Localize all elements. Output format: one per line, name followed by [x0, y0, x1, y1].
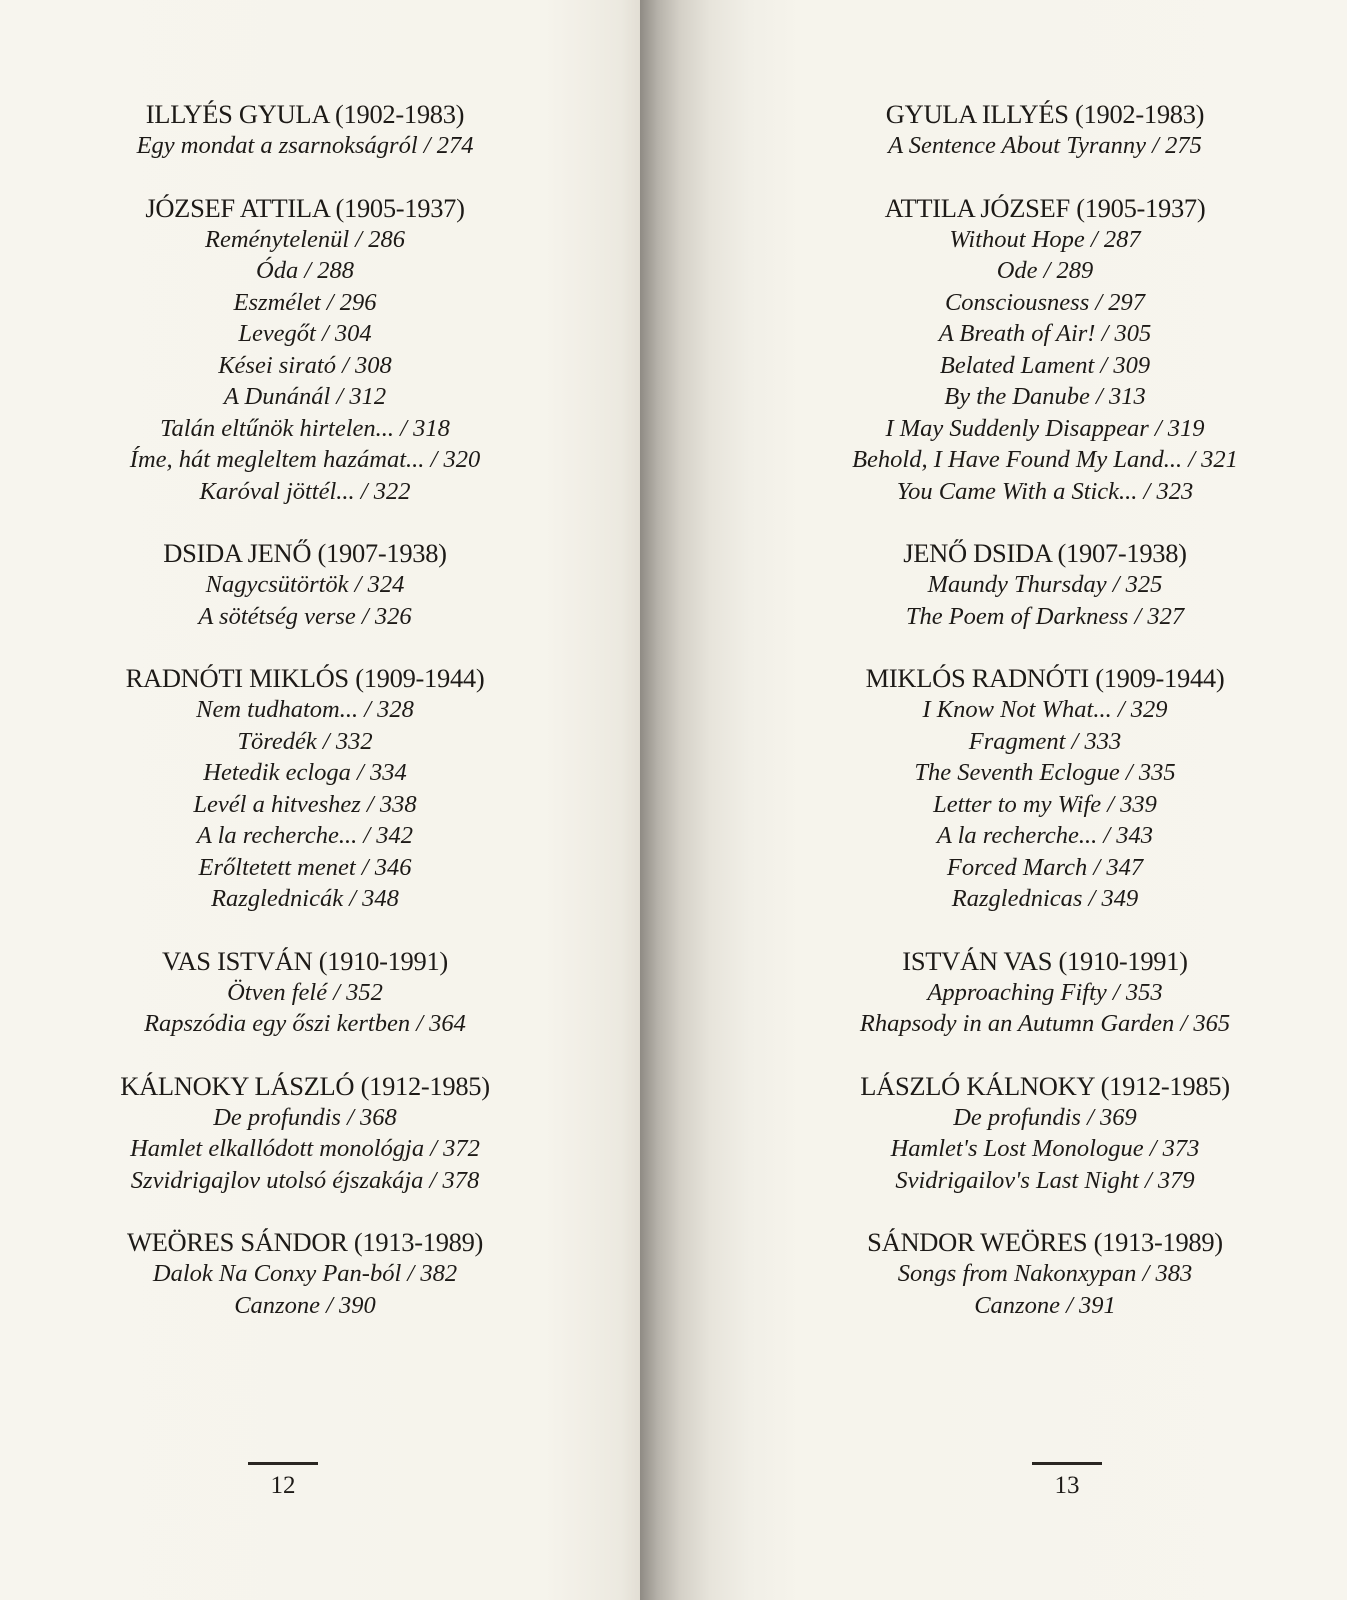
toc-section — [40, 945, 570, 1040]
author-heading: VAS ISTVÁN (1910-1991) — [162, 945, 448, 976]
left-page — [0, 0, 640, 1600]
work-entry: Forced March / 347 — [946, 853, 1144, 881]
work-entry: Rapszódia egy őszi kertben / 364 — [144, 1010, 466, 1037]
work-entry: Approaching Fifty / 353 — [927, 978, 1163, 1006]
author-heading: KÁLNOKY LÁSZLÓ (1912-1985) — [120, 1070, 490, 1101]
author-heading: ILLYÉS GYULA (1902-1983) — [145, 99, 465, 129]
toc-section — [40, 662, 570, 915]
work-entry: Belated Lament / 309 — [939, 351, 1151, 379]
work-entry: Consciousness / 297 — [944, 288, 1146, 316]
author-heading: DSIDA JENŐ (1907-1938) — [163, 538, 447, 568]
work-entry: Nagycsütörtök / 324 — [205, 571, 405, 598]
work-entry: Svidrigailov's Last Night / 379 — [895, 1166, 1195, 1194]
work-entry: A Sentence About Tyranny / 275 — [888, 132, 1202, 159]
work-entry: De profundis / 369 — [953, 1103, 1137, 1131]
author-heading: LÁSZLÓ KÁLNOKY (1912-1985) — [860, 1070, 1230, 1101]
work-entry: I May Suddenly Disappear / 319 — [885, 414, 1205, 442]
work-entry: A la recherche... / 342 — [196, 822, 414, 849]
author-heading: ATTILA JÓZSEF (1905-1937) — [884, 192, 1206, 223]
toc-section — [40, 98, 570, 162]
author-heading: SÁNDOR WEÖRES (1913-1989) — [867, 1227, 1223, 1257]
toc-section — [40, 192, 570, 508]
work-entry: Eszmélet / 296 — [233, 288, 377, 316]
work-entry: Egy mondat a zsarnokságról / 274 — [136, 132, 474, 159]
left-table-of-contents — [40, 98, 570, 1351]
toc-section — [780, 945, 1310, 1040]
work-entry: Fragment / 333 — [968, 727, 1122, 755]
work-entry: Levegőt / 304 — [238, 320, 372, 347]
work-entry: Töredék / 332 — [237, 727, 373, 755]
work-entry: A Breath of Air! / 305 — [938, 320, 1152, 347]
page-number-text: 13 — [1054, 1472, 1080, 1499]
author-heading: ISTVÁN VAS (1910-1991) — [902, 945, 1188, 976]
toc-section — [780, 1070, 1310, 1197]
work-entry: Kései sirató / 308 — [218, 351, 392, 379]
work-entry: Íme, hát megleltem hazámat... / 320 — [129, 446, 481, 473]
work-entry: The Seventh Eclogue / 335 — [914, 759, 1176, 786]
author-heading: JENŐ DSIDA (1907-1938) — [903, 538, 1187, 568]
work-entry: Behold, I Have Found My Land... / 321 — [852, 446, 1238, 473]
toc-section — [40, 537, 570, 632]
toc-section — [40, 1070, 570, 1197]
work-entry: I Know Not What... / 329 — [922, 696, 1168, 723]
work-entry: Ötven felé / 352 — [227, 978, 383, 1006]
page-number-right — [1027, 1462, 1107, 1501]
toc-section — [780, 98, 1310, 162]
work-entry: Razglednicák / 348 — [211, 885, 399, 912]
work-entry: Levél a hitveshez / 338 — [193, 790, 417, 818]
work-entry: De profundis / 368 — [213, 1103, 397, 1131]
folio-rule — [248, 1462, 318, 1465]
work-entry: Szvidrigajlov utolsó éjszakája / 378 — [130, 1166, 480, 1194]
work-entry: You Came With a Stick... / 323 — [896, 477, 1194, 505]
work-entry: Canzone / 390 — [234, 1291, 376, 1319]
page-number-left — [243, 1462, 323, 1501]
right-table-of-contents — [780, 98, 1310, 1351]
author-heading: GYULA ILLYÉS (1902-1983) — [885, 99, 1205, 129]
work-entry: A sötétség verse / 326 — [198, 602, 412, 630]
author-heading: RADNÓTI MIKLÓS (1909-1944) — [125, 663, 485, 693]
work-entry: Óda / 288 — [256, 257, 354, 284]
work-entry: A la recherche... / 343 — [936, 822, 1154, 849]
work-entry: By the Danube / 313 — [944, 383, 1146, 410]
folio-rule — [1032, 1462, 1102, 1465]
work-entry: Razglednicas / 349 — [951, 885, 1139, 912]
work-entry: Rhapsody in an Autumn Garden / 365 — [859, 1010, 1231, 1037]
work-entry: Songs from Nakonxypan / 383 — [897, 1260, 1193, 1287]
work-entry: Letter to my Wife / 339 — [933, 790, 1157, 818]
work-entry: Hetedik ecloga / 334 — [203, 759, 407, 786]
toc-section — [780, 537, 1310, 632]
toc-section — [780, 662, 1310, 915]
work-entry: Nem tudhatom... / 328 — [196, 696, 414, 723]
author-heading: MIKLÓS RADNÓTI (1909-1944) — [865, 663, 1225, 693]
work-entry: Erőltetett menet / 346 — [198, 853, 412, 881]
work-entry: Talán eltűnök hirtelen... / 318 — [160, 414, 450, 442]
work-entry: Reménytelenül / 286 — [204, 225, 405, 253]
work-entry: A Dunánál / 312 — [223, 383, 387, 410]
author-heading: WEÖRES SÁNDOR (1913-1989) — [126, 1227, 484, 1257]
work-entry: Dalok Na Conxy Pan-ból / 382 — [152, 1260, 458, 1287]
toc-section — [780, 1226, 1310, 1321]
work-entry: Hamlet elkallódott monológja / 372 — [130, 1135, 480, 1162]
work-entry: The Poem of Darkness / 327 — [905, 602, 1185, 630]
work-entry: Hamlet's Lost Monologue / 373 — [890, 1135, 1200, 1162]
work-entry: Ode / 289 — [996, 257, 1094, 284]
right-page — [640, 0, 1347, 1600]
author-heading: JÓZSEF ATTILA (1905-1937) — [145, 192, 465, 223]
toc-section — [780, 192, 1310, 508]
work-entry: Karóval jöttél... / 322 — [199, 477, 411, 505]
page-number-text: 12 — [270, 1472, 296, 1499]
toc-section — [40, 1226, 570, 1321]
work-entry: Without Hope / 287 — [949, 225, 1141, 253]
work-entry: Maundy Thursday / 325 — [927, 571, 1163, 598]
work-entry: Canzone / 391 — [974, 1291, 1116, 1319]
